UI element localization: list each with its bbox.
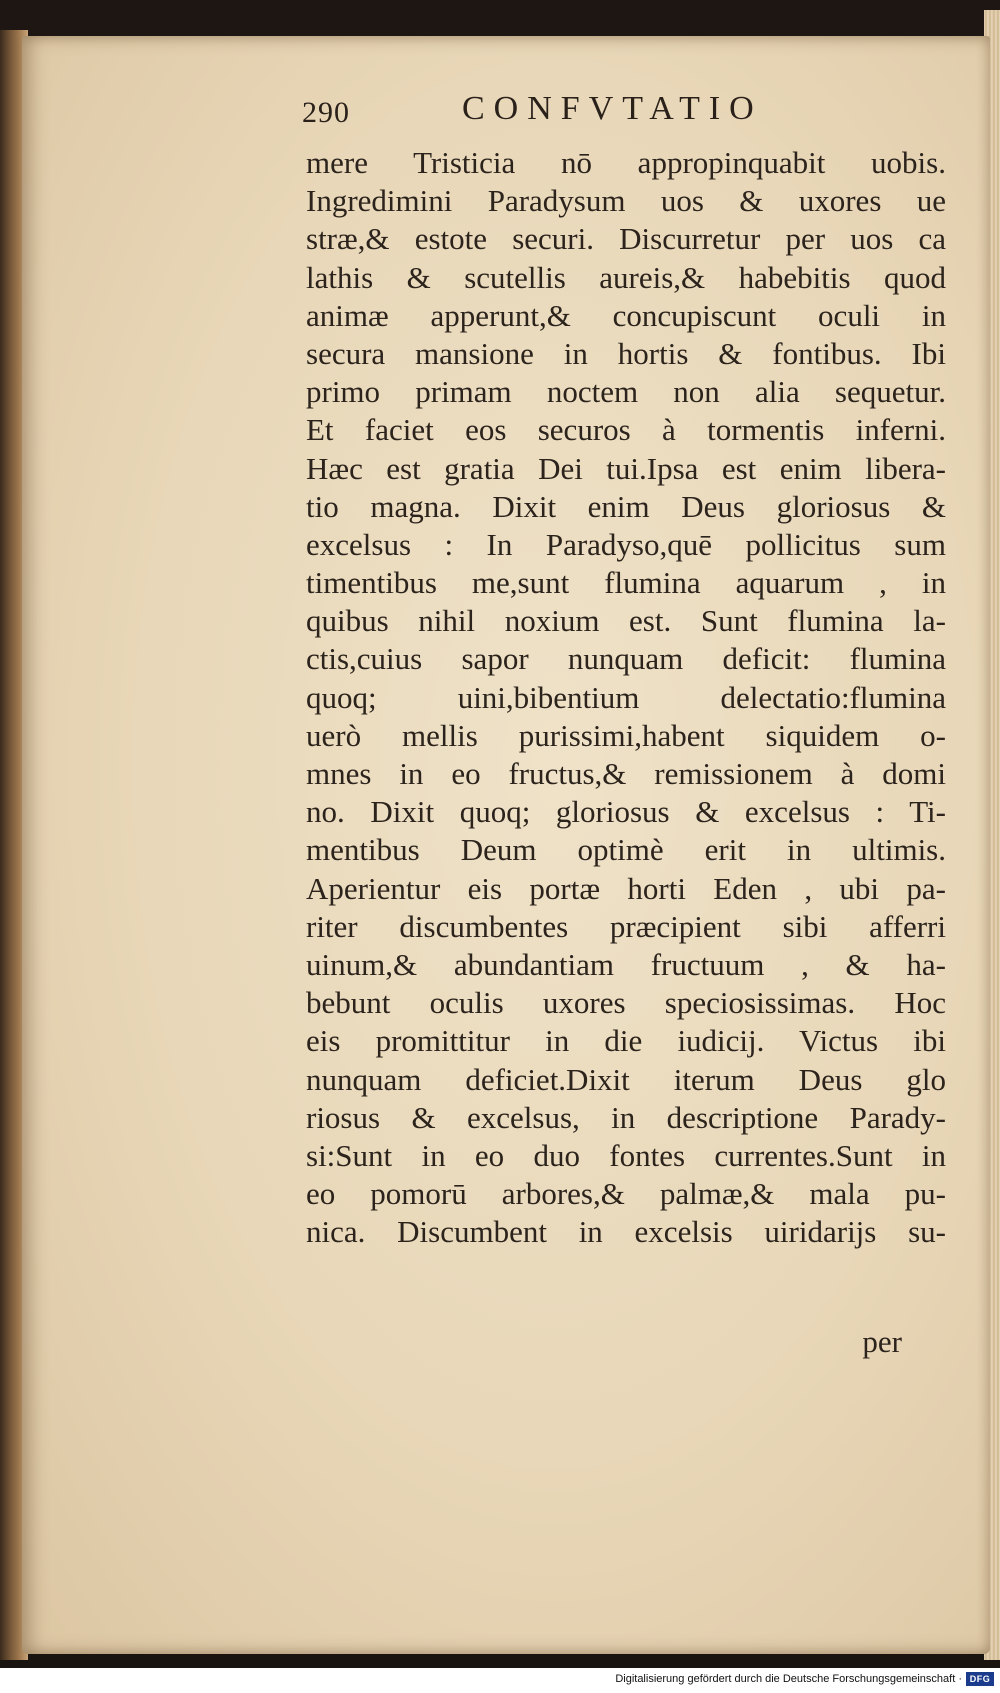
text-line: mentibus Deum optimè erit in ultimis. [306, 832, 946, 868]
text-line: ctis,cuius sapor nunquam deficit: flumina [306, 641, 946, 677]
text-line: quoq; uini,bibentium delectatio:flumina [306, 679, 946, 715]
running-title: CONFVTATIO [462, 90, 763, 127]
text-line: Hæc est gratia Dei tui.Ipsa est enim libera- [306, 450, 946, 486]
text-line: eis promittitur in die iudicij. Victus ibi [306, 1023, 946, 1059]
text-line: tio magna. Dixit enim Deus gloriosus & [306, 488, 946, 524]
funding-note: Digitalisierung gefördert durch die Deutsche Forschungsgemeinschaft · [615, 1673, 962, 1685]
text-line: uerò mellis purissimi,habent siquidem o- [306, 717, 946, 753]
text-line: Et faciet eos securos à tormentis inferni. [306, 412, 946, 448]
page-number: 290 [302, 96, 350, 129]
text-line: bebunt oculis uxores speciosissimas. Hoc [306, 985, 946, 1021]
text-line: primo primam noctem non alia sequetur. [306, 374, 946, 410]
text-line: no. Dixit quoq; gloriosus & excelsus : Ti- [306, 794, 946, 830]
page-header [302, 90, 862, 140]
text-line: riter discumbentes præcipient sibi afferri [306, 908, 946, 944]
text-line: timentibus me,sunt flumina aquarum , in [306, 565, 946, 601]
book-page [22, 36, 990, 1654]
text-line: Ingredimini Paradysum uos & uxores ue [306, 183, 946, 219]
text-line: mnes in eo fructus,& remissionem à domi [306, 756, 946, 791]
text-line: stræ,& estote securi. Discurretur per uos ca [306, 221, 946, 257]
text-line: si:Sunt in eo duo fontes currentes.Sunt in [306, 1137, 946, 1173]
dfg-logo-icon: DFG [966, 1672, 994, 1686]
text-line: excelsus : In Paradyso,quē pollicitus sum [306, 526, 946, 562]
text-line: riosus & excelsus, in descriptione Parady- [306, 1099, 946, 1135]
catchword: per [862, 1324, 902, 1359]
text-line: mere Tristicia nō appropinquabit uobis. [306, 145, 946, 180]
text-line: secura mansione in hortis & fontibus. Ibi [306, 335, 946, 371]
body-text [306, 144, 946, 1251]
text-line: animæ apperunt,& concupiscunt oculi in [306, 297, 946, 333]
text-line: eo pomorū arbores,& palmæ,& mala pu- [306, 1176, 946, 1212]
text-line: lathis & scutellis aureis,& habebitis quod [306, 259, 946, 295]
footer-bar [0, 1668, 1000, 1693]
text-line: quibus nihil noxium est. Sunt flumina la- [306, 603, 946, 639]
text-line: uinum,& abundantiam fructuum , & ha- [306, 946, 946, 982]
text-line: nunquam deficiet.Dixit iterum Deus glo [306, 1061, 946, 1097]
text-line: Aperientur eis portæ horti Eden , ubi pa- [306, 870, 946, 906]
text-line: nica. Discumbent in excelsis uiridarijs su- [306, 1214, 946, 1250]
